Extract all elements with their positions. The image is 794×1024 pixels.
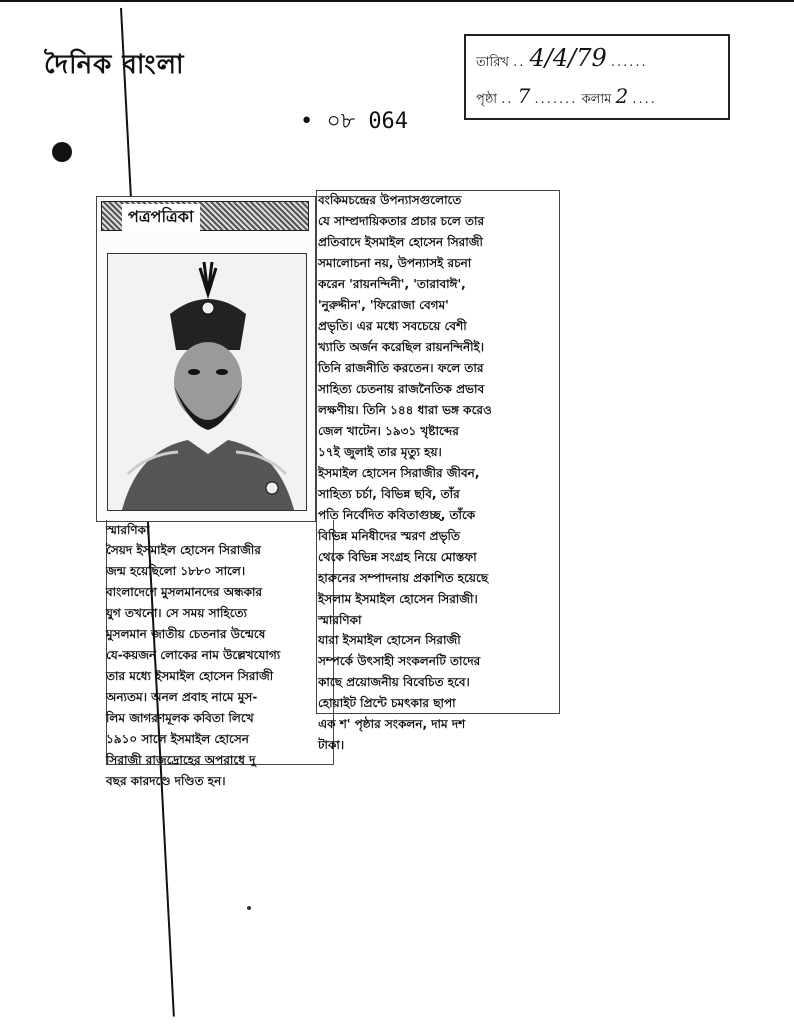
article-line: সিরাজী রাজদ্রোহের অপরাধে দু bbox=[106, 753, 256, 767]
stamp-page-label: পৃষ্ঠা bbox=[476, 92, 498, 107]
newspaper-name: দৈনিক বাংলা bbox=[44, 50, 185, 80]
article-line: লক্ষণীয়। তিনি ১৪৪ ধারা ভঙ্গ করেও bbox=[318, 403, 492, 417]
stamp-date-label: তারিখ bbox=[476, 55, 509, 70]
article-line: প্রতিবাদে ইসমাইল হোসেন সিরাজী bbox=[318, 235, 483, 249]
article-line: হারুনের সম্পাদনায় প্রকাশিত হয়েছে bbox=[318, 571, 489, 585]
article-line: প্রভৃতি। এর মধ্যে সবচেয়ে বেশী bbox=[318, 319, 467, 333]
article-line: টাকা। bbox=[318, 738, 345, 752]
article-line: যারা ইসমাইল হোসেন সিরাজী bbox=[318, 633, 461, 647]
clipping-photo-block bbox=[96, 196, 316, 522]
article-line: জন্ম হয়েছিলো ১৮৮০ সালে। bbox=[106, 564, 246, 578]
section-header bbox=[101, 201, 309, 231]
article-line: সমালোচনা নয়, উপন্যাসই রচনা bbox=[318, 256, 472, 270]
article-line: সাহিত্য চেতনায় রাজনৈতিক প্রভাব bbox=[318, 382, 485, 396]
archive-code: • ০৮ 064 bbox=[300, 109, 409, 134]
stamp-page-value: 7 bbox=[517, 84, 531, 108]
article-line: সৈয়দ ইসমাইল হোসেন সিরাজীর bbox=[106, 543, 261, 557]
stamp-date-value: 4/4/79 bbox=[529, 44, 607, 72]
article-line: কাছে প্রয়োজনীয় বিবেচিত হবে। bbox=[318, 675, 470, 689]
article-line: যে-কয়জন লোকের নাম উল্লেখযোগ্য bbox=[106, 648, 281, 662]
article-line: এক শ' পৃষ্ঠার সংকলন, দাম দশ bbox=[318, 717, 466, 731]
right-heading: স্মারণিকা bbox=[318, 613, 362, 627]
article-line: সম্পর্কে উৎসাহী সংকলনটি তাদের bbox=[318, 654, 481, 668]
stamp-column-label: কলাম bbox=[581, 92, 612, 107]
article-line: বছর কারদণ্ডে দণ্ডিত হন। bbox=[106, 774, 226, 788]
article-line: জেল খাটেন। ১৯৩১ খৃষ্টাব্দের bbox=[318, 424, 459, 438]
left-paragraph bbox=[106, 540, 330, 792]
article-line: হোয়াইট প্রিন্টে চমৎকার ছাপা bbox=[318, 696, 456, 710]
article-line: ইসলাম ইসমাইল হোসেন সিরাজী। bbox=[318, 592, 478, 606]
article-line: বিভিন্ন মনিষীদের স্মরণ প্রভৃতি bbox=[318, 529, 460, 543]
article-line: তার মধ্যে ইসমাইল হোসেন সিরাজী bbox=[106, 669, 274, 683]
article-line: করেন 'রায়নন্দিনী', 'তারাবাঈ', bbox=[318, 277, 466, 291]
top-edge-line bbox=[0, 0, 794, 2]
article-line: সাহিত্য চর্চা, বিভিন্ন ছবি, তাঁর bbox=[318, 487, 460, 501]
portrait-illustration bbox=[108, 254, 306, 510]
stamp-date-row: তারিখ .. 4/4/79 ...... bbox=[476, 44, 648, 72]
article-line: থেকে বিভিন্ন সংগ্রহ নিয়ে মোস্তফা bbox=[318, 550, 477, 564]
article-line: লিম জাগরণমূলক কবিতা লিখে bbox=[106, 711, 254, 725]
archive-stamp bbox=[464, 34, 730, 120]
article-line: খ্যাতি অর্জন করেছিল রায়নন্দিনীই। bbox=[318, 340, 485, 354]
article-line: অন্যতম। অনল প্রবাহ নামে মুস- bbox=[106, 690, 258, 704]
portrait-photo bbox=[107, 253, 307, 511]
stamp-page-row: পৃষ্ঠা .. 7 ....... কলাম 2 .... bbox=[476, 84, 657, 108]
right-paragraph bbox=[318, 190, 556, 610]
left-heading: স্মারণিকা bbox=[106, 523, 150, 537]
section-title: পত্রপত্রিকা bbox=[122, 204, 200, 231]
article-line: পতি নির্বেদিত কবিতাগুচ্ছ, তাঁকে bbox=[318, 508, 476, 522]
article-line: বংকিমচন্দ্রের উপন্যাসগুলোতে bbox=[318, 193, 462, 207]
bullet-dot bbox=[52, 142, 72, 162]
speck-mark bbox=[247, 906, 251, 910]
article-line: ১৭ই জুলাই তার মৃত্যু হয়। bbox=[318, 445, 442, 459]
left-article-column bbox=[106, 520, 330, 792]
article-line: ১৯১০ সালে ইসমাইল হোসেন bbox=[106, 732, 249, 746]
right-tail-paragraph bbox=[318, 630, 556, 756]
article-line: মুসলমান জাতীয় চেতনার উন্মেষে bbox=[106, 627, 266, 641]
article-line: বাংলাদেশে মুসলমানদের অন্ধকার bbox=[106, 585, 263, 599]
article-line: ইসমাইল হোসেন সিরাজীর জীবন, bbox=[318, 466, 480, 480]
article-line: তিনি রাজনীতি করতেন। ফলে তার bbox=[318, 361, 484, 375]
article-line: 'নুরুদ্দীন', 'ফিরোজা বেগম' bbox=[318, 298, 449, 312]
article-line: যে সাম্প্রদায়িকতার প্রচার চলে তার bbox=[318, 214, 485, 228]
article-line: যুগ তখনো। সে সময় সাহিত্যে bbox=[106, 606, 248, 620]
right-article-column bbox=[318, 190, 556, 756]
stamp-column-value: 2 bbox=[615, 84, 629, 108]
